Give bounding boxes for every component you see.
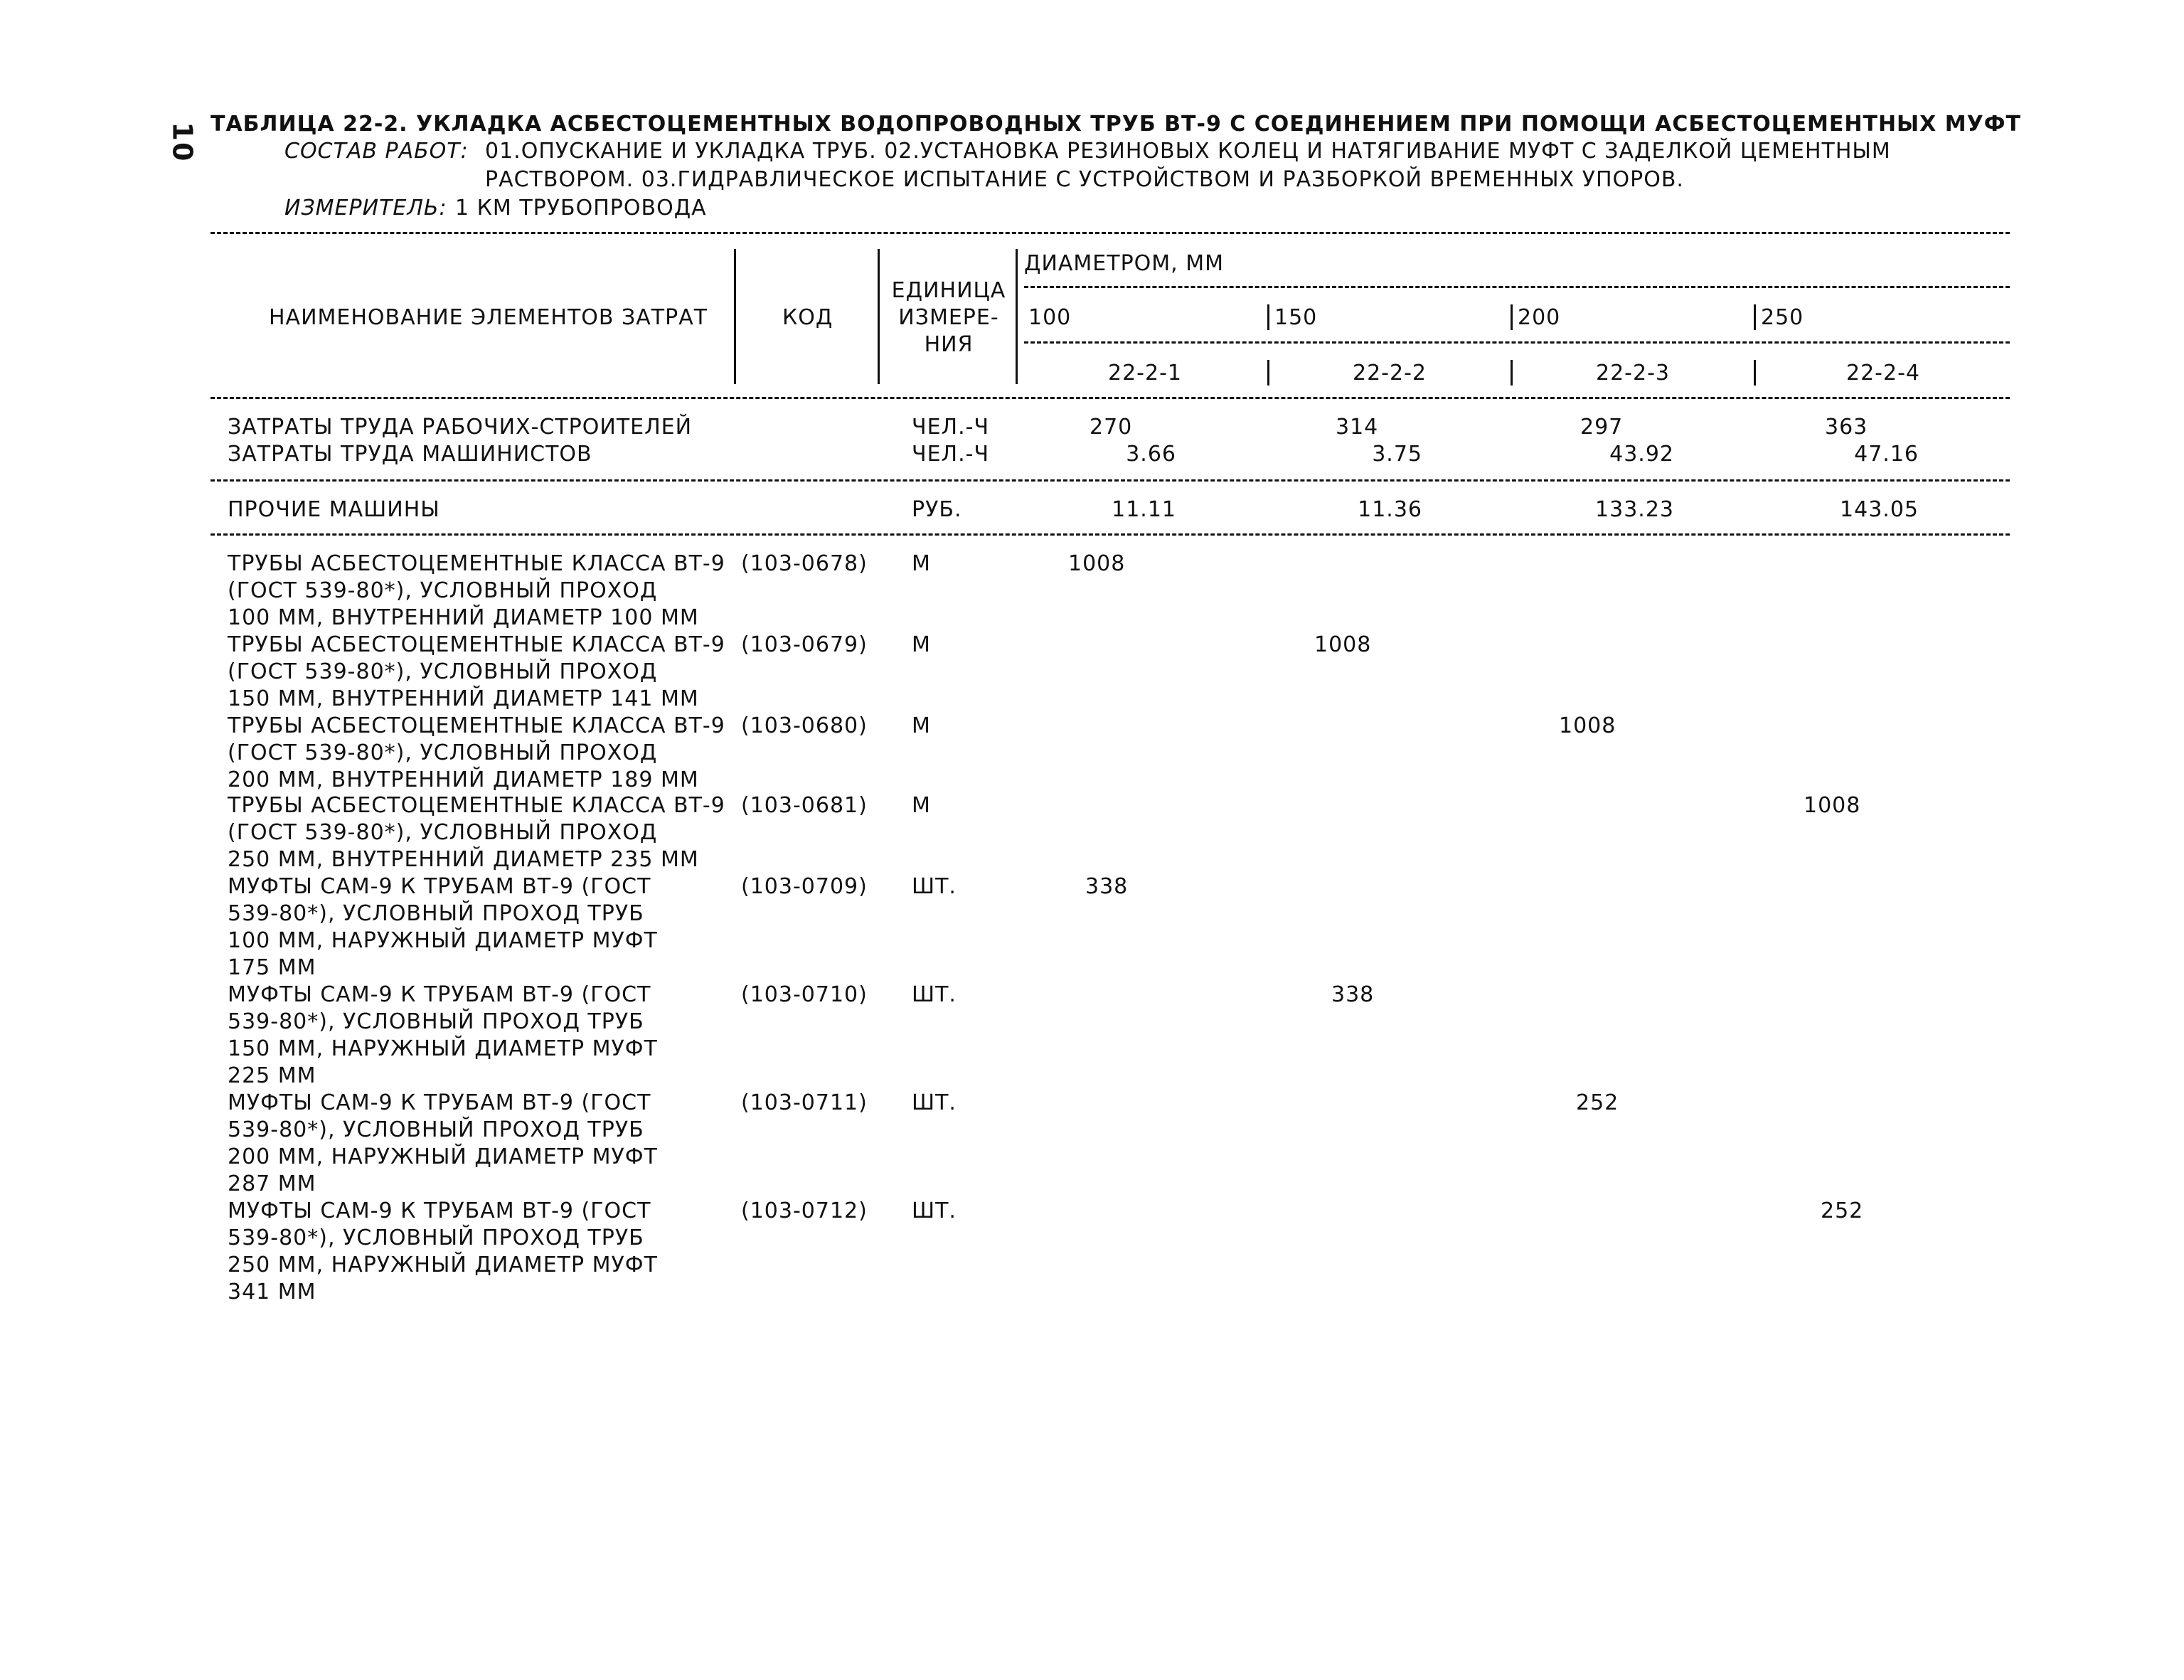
header-norm: 22-2-1 (1108, 361, 1182, 386)
material-unit: ШТ. (912, 1090, 957, 1115)
material-unit: М (912, 632, 931, 657)
material-value: 1008 (1314, 632, 1372, 657)
header-diameter: ДИАМЕТРОМ, ММ (1024, 251, 1224, 276)
material-value: 252 (1821, 1198, 1864, 1223)
header-divider (1754, 304, 1756, 330)
header-norm: 22-2-2 (1353, 361, 1427, 386)
material-line: (ГОСТ 539-80*), УСЛОВНЫЙ ПРОХОД (228, 659, 658, 684)
row-unit: ЧЕЛ.-Ч (912, 415, 990, 440)
row-value: 143.05 (1840, 497, 1919, 522)
work-line-1: 01.ОПУСКАНИЕ И УКЛАДКА ТРУБ. 02.УСТАНОВКА РЕЗИНОВЫХ КОЛЕЦ И НАТЯГИВАНИЕ МУФТ С ЗАДЕЛКОЙ ЦЕМЕНТНЫМ (485, 139, 1891, 164)
row-labor-workers: ЗАТРАТЫ ТРУДА РАБОЧИХ-СТРОИТЕЛЕЙ (228, 415, 693, 440)
material-code: (103-0678) (741, 551, 868, 576)
header-divider (1511, 360, 1513, 386)
rule-labor-bottom (211, 479, 2010, 482)
row-value: 297 (1580, 415, 1624, 440)
header-divider (1016, 249, 1018, 384)
row-value: 363 (1825, 415, 1868, 440)
header-divider (1511, 304, 1513, 330)
material-line: 539-80*), УСЛОВНЫЙ ПРОХОД ТРУБ (228, 901, 644, 926)
material-unit: ШТ. (912, 1198, 957, 1223)
meter-label: ИЗМЕРИТЕЛЬ: (284, 196, 447, 220)
material-line: 250 ММ, ВНУТРЕННИЙ ДИАМЕТР 235 ММ (228, 847, 699, 872)
material-line: ТРУБЫ АСБЕСТОЦЕМЕНТНЫЕ КЛАССА ВТ-9 (228, 551, 725, 576)
row-value: 11.36 (1358, 497, 1422, 522)
material-unit: ШТ. (912, 874, 957, 899)
row-value: 314 (1336, 415, 1379, 440)
rule-machines-bottom (211, 533, 2010, 536)
material-code: (103-0680) (741, 713, 868, 738)
row-unit: РУБ. (912, 497, 962, 522)
material-line: (ГОСТ 539-80*), УСЛОВНЫЙ ПРОХОД (228, 578, 658, 603)
row-value: 43.92 (1609, 442, 1674, 467)
material-line: 100 ММ, ВНУТРЕННИЙ ДИАМЕТР 100 ММ (228, 605, 699, 630)
header-unit-3: НИЯ (924, 332, 974, 357)
material-code: (103-0709) (741, 874, 868, 899)
row-value: 133.23 (1595, 497, 1674, 522)
material-line: (ГОСТ 539-80*), УСЛОВНЫЙ ПРОХОД (228, 740, 658, 765)
material-value: 1008 (1068, 551, 1126, 576)
work-label: СОСТАВ РАБОТ: (284, 139, 469, 164)
material-line: МУФТЫ САМ-9 К ТРУБАМ ВТ-9 (ГОСТ (228, 1198, 651, 1223)
rule-top (211, 232, 2010, 234)
row-value: 270 (1090, 415, 1133, 440)
work-line-2: РАСТВОРОМ. 03.ГИДРАВЛИЧЕСКОЕ ИСПЫТАНИЕ С УСТРОЙСТВОМ И РАЗБОРКОЙ ВРЕМЕННЫХ УПОРОВ. (485, 167, 1684, 192)
row-value: 3.75 (1372, 442, 1422, 467)
header-norm: 22-2-3 (1596, 361, 1670, 386)
material-line: 539-80*), УСЛОВНЫЙ ПРОХОД ТРУБ (228, 1009, 644, 1034)
header-divider (1267, 304, 1269, 330)
header-divider (878, 249, 880, 384)
material-line: 175 ММ (228, 955, 316, 980)
header-divider (734, 249, 736, 384)
header-d-200: 200 (1518, 305, 1561, 330)
header-divider (1267, 360, 1269, 386)
row-labor-operators: ЗАТРАТЫ ТРУДА МАШИНИСТОВ (228, 442, 592, 467)
material-line: 200 ММ, НАРУЖНЫЙ ДИАМЕТР МУФТ (228, 1144, 658, 1169)
row-value: 11.11 (1112, 497, 1176, 522)
header-name: НАИМЕНОВАНИЕ ЭЛЕМЕНТОВ ЗАТРАТ (269, 305, 708, 330)
header-unit-1: ЕДИНИЦА (891, 278, 1006, 303)
header-d-250: 250 (1761, 305, 1804, 330)
material-line: 150 ММ, ВНУТРЕННИЙ ДИАМЕТР 141 ММ (228, 686, 699, 711)
row-unit: ЧЕЛ.-Ч (912, 442, 990, 467)
meter-value: 1 КМ ТРУБОПРОВОДА (455, 196, 707, 220)
material-line: МУФТЫ САМ-9 К ТРУБАМ ВТ-9 (ГОСТ (228, 874, 651, 899)
material-value: 338 (1085, 874, 1129, 899)
material-line: 287 ММ (228, 1171, 316, 1196)
material-unit: М (912, 793, 931, 818)
page-number: 10 (166, 122, 198, 163)
material-line: МУФТЫ САМ-9 К ТРУБАМ ВТ-9 (ГОСТ (228, 1090, 651, 1115)
material-line: ТРУБЫ АСБЕСТОЦЕМЕНТНЫЕ КЛАССА ВТ-9 (228, 793, 725, 818)
material-line: МУФТЫ САМ-9 К ТРУБАМ ВТ-9 (ГОСТ (228, 982, 651, 1007)
material-line: (ГОСТ 539-80*), УСЛОВНЫЙ ПРОХОД (228, 820, 658, 845)
material-value: 1008 (1804, 793, 1861, 818)
header-unit-2: ИЗМЕРЕ- (898, 305, 999, 330)
table-title: ТАБЛИЦА 22-2. УКЛАДКА АСБЕСТОЦЕМЕНТНЫХ ВОДОПРОВОДНЫХ ТРУБ ВТ-9 С СОЕДИНЕНИЕМ ПРИ ПОМОЩИ АСБЕСТОЦЕМЕНТНЫХ МУФТ (211, 112, 2021, 137)
material-line: ТРУБЫ АСБЕСТОЦЕМЕНТНЫЕ КЛАССА ВТ-9 (228, 632, 725, 657)
rule-diameter (1024, 286, 2010, 288)
row-value: 47.16 (1854, 442, 1919, 467)
material-line: 200 ММ, ВНУТРЕННИЙ ДИАМЕТР 189 ММ (228, 767, 699, 792)
material-code: (103-0679) (741, 632, 868, 657)
header-divider (1754, 360, 1756, 386)
material-line: 539-80*), УСЛОВНЫЙ ПРОХОД ТРУБ (228, 1226, 644, 1250)
header-code: КОД (782, 305, 833, 330)
material-line: 539-80*), УСЛОВНЫЙ ПРОХОД ТРУБ (228, 1117, 644, 1142)
header-d-150: 150 (1274, 305, 1318, 330)
material-value: 338 (1331, 982, 1375, 1007)
material-line: ТРУБЫ АСБЕСТОЦЕМЕНТНЫЕ КЛАССА ВТ-9 (228, 713, 725, 738)
material-code: (103-0681) (741, 793, 868, 818)
material-line: 250 ММ, НАРУЖНЫЙ ДИАМЕТР МУФТ (228, 1253, 658, 1277)
material-value: 1008 (1559, 713, 1616, 738)
material-code: (103-0710) (741, 982, 868, 1007)
material-value: 252 (1576, 1090, 1619, 1115)
material-line: 100 ММ, НАРУЖНЫЙ ДИАМЕТР МУФТ (228, 928, 658, 953)
material-unit: М (912, 713, 931, 738)
material-line: 150 ММ, НАРУЖНЫЙ ДИАМЕТР МУФТ (228, 1036, 658, 1061)
material-code: (103-0712) (741, 1198, 868, 1223)
material-unit: М (912, 551, 931, 576)
material-unit: ШТ. (912, 982, 957, 1007)
material-line: 225 ММ (228, 1063, 316, 1088)
row-machines: ПРОЧИЕ МАШИНЫ (228, 497, 440, 522)
header-d-100: 100 (1028, 305, 1072, 330)
rule-header-bottom (211, 397, 2010, 399)
rule-sizes (1024, 341, 2010, 344)
row-value: 3.66 (1126, 442, 1176, 467)
material-code: (103-0711) (741, 1090, 868, 1115)
material-line: 341 ММ (228, 1280, 316, 1304)
header-norm: 22-2-4 (1846, 361, 1920, 386)
